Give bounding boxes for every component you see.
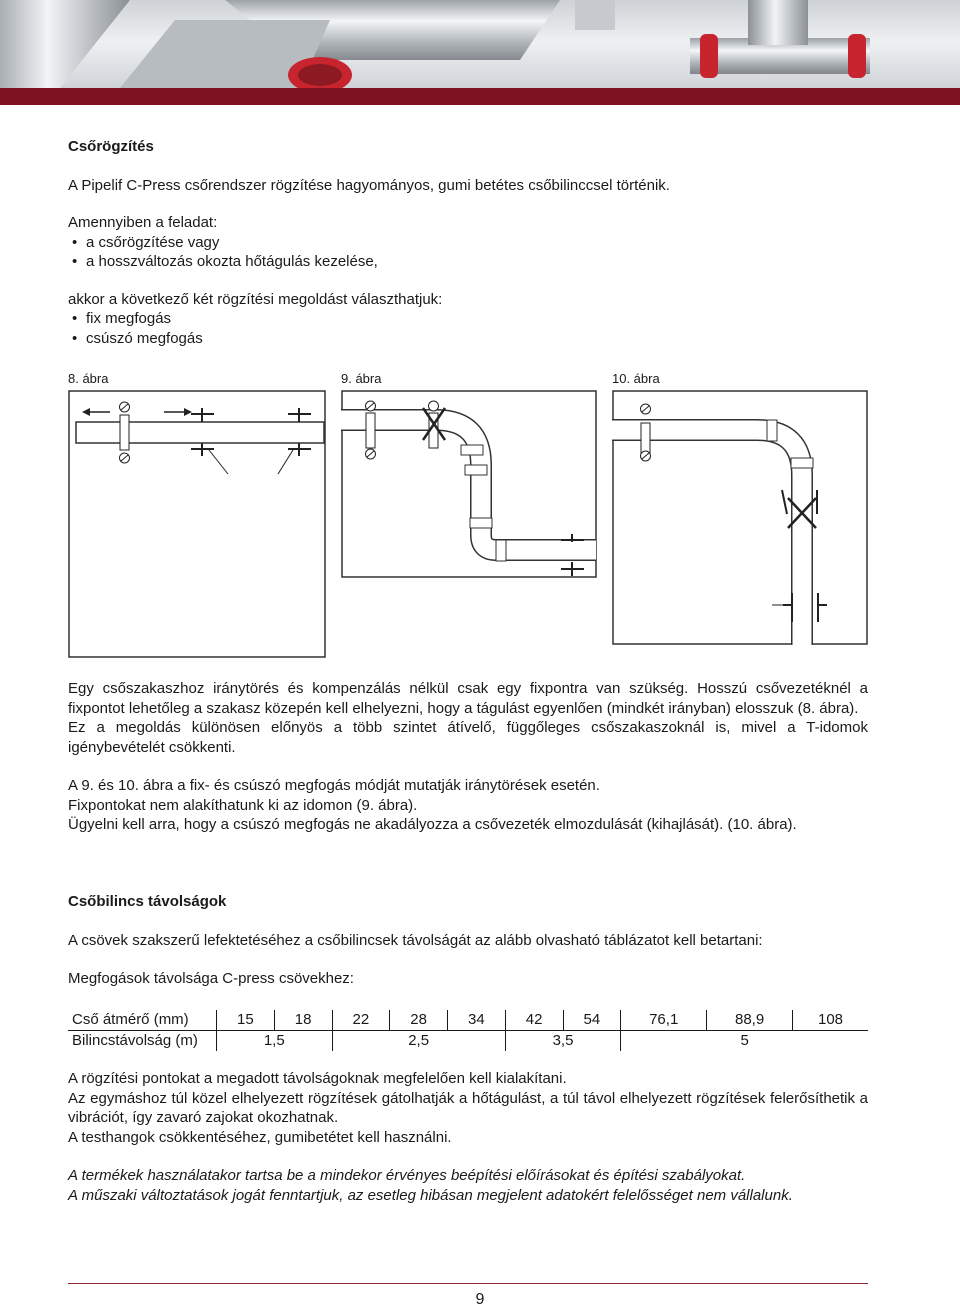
paragraph-sliding: Ügyelni kell arra, hogy a csúszó megfogás ne akadályozza a csővezeték elmozdulását (kihajlását). (10. ábra). xyxy=(68,816,797,833)
table-cell: 28 xyxy=(390,1010,448,1031)
table-cell: 34 xyxy=(448,1010,506,1031)
bullet-item: • fix megfogás xyxy=(68,309,868,329)
row-label: Cső átmérő (mm) xyxy=(68,1010,217,1031)
disclaimer-paragraph: A műszaki változtatások jogát fenntartjuk, az esetleg hibásan megjelent adatokért felelősséget nem vállalunk. xyxy=(68,1186,793,1204)
table-row-spacing xyxy=(68,1031,868,1052)
section-explanation xyxy=(68,679,868,835)
paragraph-fixpoint: Egy csőszakaszhoz iránytörés és kompenzálás nélkül csak egy fixpontra van szükség. Hosszú csővezetéknél a fixpontot lehetőleg a szakasz közepén kell elhelyezni, hogy a tágulást egyenlően (mindkét irányban) elosszuk (8. ábra). xyxy=(68,680,868,717)
section-clip-spacing xyxy=(68,892,868,989)
paragraph-table-intro: A csövek szakszerű lefektetéséhez a csőbilincsek távolságát az alább olvasható táblázatot kell betartani: xyxy=(68,931,763,949)
table-cell: 22 xyxy=(332,1010,390,1031)
section-title-clip-spacing: Csőbilincs távolságok xyxy=(68,893,227,910)
footer-divider xyxy=(68,1283,868,1284)
options-lead-paragraph: akkor a következő két rögzítési megoldást választhatjuk: xyxy=(68,290,443,308)
figure-10-diagram xyxy=(612,390,868,645)
intro-paragraph: A Pipelif C-Press csőrendszer rögzítése hagyományos, gumi betétes csőbilinccsel történik. xyxy=(68,176,670,194)
table-cell: 5 xyxy=(621,1031,868,1052)
disclaimer-paragraph: A termékek használatakor tartsa be a mindekor érvényes beépítési előírásokat és építési szabályokat. xyxy=(68,1167,746,1184)
paragraph-vertical: Ez a megoldás különösen előnyös a több szintet átívelő, függőleges csőszakaszoknál is, mivel a T-idomok igénybevételét csökkenti. xyxy=(68,719,868,756)
bullet-item: • a hosszváltozás okozta hőtágulás kezelése, xyxy=(68,252,868,272)
note-paragraph: Az egymáshoz túl közel elhelyezett rögzítések gátolhatják a hőtágulást, a túl távol elhelyezett rögzítések felerősíthetik a vibrációt, így zavaró zajokat okozhatnak. xyxy=(68,1089,868,1126)
figure-9-caption: 9. ábra xyxy=(341,371,382,386)
table-cell: 1,5 xyxy=(217,1031,333,1052)
table-cell: 54 xyxy=(563,1010,621,1031)
section-pipe-fixing xyxy=(68,137,868,348)
table-cell: 3,5 xyxy=(505,1031,621,1052)
table-cell: 42 xyxy=(505,1010,563,1031)
paragraph-figures: A 9. és 10. ábra a fix- és csúszó megfogás módját mutatják iránytörések esetén. xyxy=(68,777,600,794)
figure-8-caption: 8. ábra xyxy=(68,371,109,386)
figure-9-diagram xyxy=(341,390,597,578)
table-cell: 88,9 xyxy=(707,1010,793,1031)
note-paragraph: A rögzítési pontokat a megadott távolságoknak megfelelően kell kialakítani. xyxy=(68,1070,567,1087)
table-caption: Megfogások távolsága C-press csövekhez: xyxy=(68,970,354,987)
paragraph-no-fitting: Fixpontokat nem alakíthatunk ki az idomon (9. ábra). xyxy=(68,796,418,814)
header-banner-image xyxy=(0,0,960,105)
table-cell: 108 xyxy=(793,1010,868,1031)
figure-8-diagram xyxy=(68,390,326,658)
section-title-pipe-fixing: Csőrögzítés xyxy=(68,138,154,155)
page-number: 9 xyxy=(475,1291,485,1308)
pipe-fittings-photo xyxy=(0,0,960,88)
table-cell: 2,5 xyxy=(332,1031,505,1052)
task-lead-paragraph: Amennyiben a feladat: xyxy=(68,214,218,231)
clip-spacing-table xyxy=(68,1010,868,1051)
banner-accent-strip xyxy=(0,88,960,105)
section-notes xyxy=(68,1069,868,1205)
table-row-diameters xyxy=(68,1010,868,1031)
table-cell: 18 xyxy=(274,1010,332,1031)
table-cell: 76,1 xyxy=(621,1010,707,1031)
note-paragraph: A testhangok csökkentéséhez, gumibetétet kell használni. xyxy=(68,1128,452,1146)
figure-10-caption: 10. ábra xyxy=(612,371,660,386)
row-label: Bilincstávolság (m) xyxy=(72,1032,198,1050)
table-cell: 15 xyxy=(217,1010,275,1031)
bullet-item: • csúszó megfogás xyxy=(68,329,868,349)
bullet-item: • a csőrögzítése vagy xyxy=(68,233,868,253)
